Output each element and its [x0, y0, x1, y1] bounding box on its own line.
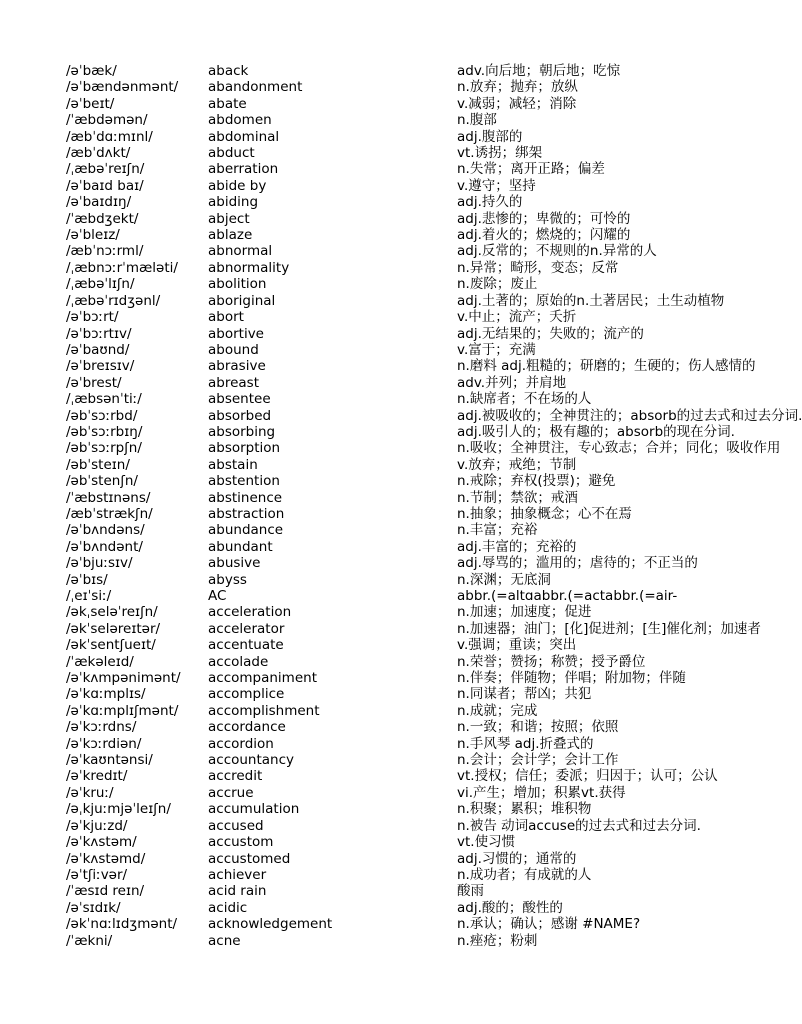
- vocabulary-row: [66, 588, 706, 604]
- vocabulary-row: [66, 604, 706, 620]
- definition-cell: n.磨料 adj.粗糙的；研磨的；生硬的；伤人感情的: [457, 358, 756, 375]
- phonetic-cell: /əˈbændənmənt/: [66, 79, 179, 96]
- phonetic-cell: /əˈkʌstəmd/: [66, 850, 146, 867]
- phonetic-cell: /əˈkɑːmplɪʃmənt/: [66, 702, 179, 719]
- vocabulary-row: [66, 63, 706, 79]
- phonetic-cell: /əˈbaɪdɪŋ/: [66, 194, 132, 211]
- word-cell: abnormality: [208, 259, 290, 276]
- vocabulary-row: [66, 670, 706, 686]
- phonetic-cell: /əbˈsɔːrbd/: [66, 407, 138, 424]
- vocabulary-row: [66, 391, 706, 407]
- word-cell: abdomen: [208, 112, 272, 129]
- word-cell: abusive: [208, 555, 261, 572]
- word-cell: accentuate: [208, 637, 284, 654]
- phonetic-cell: /æbˈdʌkt/: [66, 145, 131, 162]
- vocabulary-row: [66, 227, 706, 243]
- definition-cell: adv.并列；并肩地: [457, 374, 567, 391]
- vocabulary-row: [66, 326, 706, 342]
- vocabulary-row: [66, 243, 706, 259]
- word-cell: AC: [208, 588, 227, 604]
- word-cell: accomplice: [208, 686, 285, 703]
- vocabulary-row: [66, 342, 706, 358]
- definition-cell: v.强调；重读；突出: [457, 637, 577, 654]
- phonetic-cell: /ˌæbnɔːrˈmæləti/: [66, 259, 178, 276]
- word-cell: abiding: [208, 194, 259, 211]
- vocabulary-row: [66, 506, 706, 522]
- vocabulary-row: [66, 408, 706, 424]
- word-cell: abstinence: [208, 489, 283, 506]
- vocabulary-row: [66, 145, 706, 161]
- phonetic-cell: /əˈbaʊnd/: [66, 341, 130, 358]
- definition-cell: v.富于；充满: [457, 341, 536, 358]
- word-cell: abreast: [208, 374, 260, 391]
- word-cell: aberration: [208, 161, 279, 178]
- word-cell: accolade: [208, 653, 269, 670]
- definition-cell: n.加速器；油门；[化]促进剂；[生]催化剂；加速者: [457, 620, 761, 637]
- phonetic-cell: /æbˈdɑːmɪnl/: [66, 128, 153, 145]
- vocabulary-row: [66, 768, 706, 784]
- vocabulary-row: [66, 161, 706, 177]
- vocabulary-row: [66, 293, 706, 309]
- word-cell: abortive: [208, 325, 264, 342]
- definition-cell: adj.无结果的；失败的；流产的: [457, 325, 644, 342]
- vocabulary-row: [66, 916, 706, 932]
- vocabulary-row: [66, 834, 706, 850]
- definition-cell: n.缺席者；不在场的人: [457, 391, 592, 408]
- phonetic-cell: /əˈtʃiːvər/: [66, 866, 128, 883]
- vocabulary-row: [66, 440, 706, 456]
- vocabulary-row: [66, 621, 706, 637]
- definition-cell: adj.着火的；燃烧的；闪耀的: [457, 227, 631, 244]
- definition-cell: n.积聚；累积；堆积物: [457, 801, 592, 818]
- definition-cell: adj.丰富的；充裕的: [457, 538, 577, 555]
- phonetic-cell: /əˌkjuːmjəˈleɪʃn/: [66, 801, 171, 818]
- word-cell: abdominal: [208, 128, 280, 145]
- word-cell: acidic: [208, 899, 248, 916]
- definition-cell: n.承认；确认；感谢 #NAME?: [457, 916, 641, 933]
- vocabulary-row: [66, 194, 706, 210]
- word-cell: absorbing: [208, 423, 276, 440]
- word-cell: absorption: [208, 440, 281, 457]
- phonetic-cell: /əˈbʌndənt/: [66, 538, 143, 555]
- vocabulary-row: [66, 457, 706, 473]
- word-cell: abundant: [208, 538, 273, 555]
- definition-cell: vi.产生；增加；积累vt.获得: [457, 784, 626, 801]
- word-cell: abound: [208, 341, 259, 358]
- vocabulary-row: [66, 900, 706, 916]
- definition-cell: n.一致；和谐；按照；依照: [457, 719, 619, 736]
- phonetic-cell: /æbˈnɔːrml/: [66, 243, 144, 260]
- word-cell: accustom: [208, 834, 274, 851]
- definition-cell: n.放弃；抛弃；放纵: [457, 79, 578, 96]
- word-cell: acceleration: [208, 604, 292, 621]
- vocabulary-row: [66, 752, 706, 768]
- word-cell: achiever: [208, 866, 267, 883]
- definition-cell: adj.持久的: [457, 194, 523, 211]
- word-cell: abundance: [208, 522, 284, 539]
- word-cell: absentee: [208, 391, 271, 408]
- phonetic-cell: /ˌæbəˈrɪdʒənl/: [66, 292, 161, 309]
- definition-cell: adj.反常的；不规则的n.异常的人: [457, 243, 657, 260]
- word-cell: accordion: [208, 735, 274, 752]
- phonetic-cell: /ˌæbəˈreɪʃn/: [66, 161, 145, 178]
- definition-cell: n.伴奏；伴随物；伴唱；附加物；伴随: [457, 670, 686, 687]
- vocabulary-row: [66, 276, 706, 292]
- definition-cell: n.丰富；充裕: [457, 522, 538, 539]
- word-cell: abstention: [208, 473, 280, 490]
- definition-cell: n.节制；禁欲；戒酒: [457, 489, 578, 506]
- word-cell: accrue: [208, 784, 254, 801]
- definition-cell: n.腹部: [457, 112, 497, 129]
- definition-cell: adj.土著的；原始的n.土著居民；土生动植物: [457, 292, 725, 309]
- phonetic-cell: /əˈkʌmpənimənt/: [66, 670, 181, 687]
- definition-cell: n.被告 动词accuse的过去式和过去分词.: [457, 817, 701, 834]
- vocabulary-row: [66, 719, 706, 735]
- phonetic-cell: /ˌæbəˈlɪʃn/: [66, 276, 135, 293]
- vocabulary-row: [66, 851, 706, 867]
- word-cell: abort: [208, 309, 244, 326]
- phonetic-cell: /əˈbjuːsɪv/: [66, 555, 133, 572]
- phonetic-cell: /əˈkaʊntənsi/: [66, 752, 153, 769]
- vocabulary-row: [66, 490, 706, 506]
- phonetic-cell: /ˈæsɪd reɪn/: [66, 883, 145, 900]
- vocabulary-row: [66, 178, 706, 194]
- vocabulary-row: [66, 785, 706, 801]
- vocabulary-row: [66, 96, 706, 112]
- phonetic-cell: /əbˈstenʃn/: [66, 473, 138, 490]
- word-cell: abate: [208, 95, 247, 112]
- phonetic-cell: /əˈbɪs/: [66, 571, 108, 588]
- vocabulary-row: [66, 883, 706, 899]
- definition-cell: n.失常；离开正路；偏差: [457, 161, 605, 178]
- definition-cell: adj.吸引人的；极有趣的；absorb的现在分词.: [457, 423, 735, 440]
- definition-cell: adj.辱骂的；滥用的；虐待的；不正当的: [457, 555, 698, 572]
- word-cell: abrasive: [208, 358, 266, 375]
- phonetic-cell: /əkˌseləˈreɪʃn/: [66, 604, 158, 621]
- phonetic-cell: /ˈækni/: [66, 932, 113, 949]
- definition-cell: adj.酸的；酸性的: [457, 899, 563, 916]
- vocabulary-row: [66, 473, 706, 489]
- phonetic-cell: /əˈkredɪt/: [66, 768, 128, 785]
- phonetic-cell: /əˈbeɪt/: [66, 95, 115, 112]
- vocabulary-row: [66, 818, 706, 834]
- phonetic-cell: /æbˈstrækʃn/: [66, 505, 153, 522]
- phonetic-cell: /əbˈsteɪn/: [66, 456, 130, 473]
- phonetic-cell: /əkˈsentʃueɪt/: [66, 637, 156, 654]
- definition-cell: v.减弱；减轻；消除: [457, 95, 577, 112]
- phonetic-cell: /əˈbɔːrtɪv/: [66, 325, 132, 342]
- definition-cell: n.深渊；无底洞: [457, 571, 551, 588]
- word-cell: accumulation: [208, 801, 300, 818]
- vocabulary-row: [66, 637, 706, 653]
- word-cell: abide by: [208, 177, 267, 194]
- phonetic-cell: /əˈkɑːmplɪs/: [66, 686, 146, 703]
- phonetic-cell: /əˈbreɪsɪv/: [66, 358, 135, 375]
- definition-cell: 酸雨: [457, 883, 484, 900]
- definition-cell: adj.被吸收的；全神贯注的；absorb的过去式和过去分词.: [457, 407, 802, 424]
- vocabulary-table-body: [66, 63, 802, 949]
- phonetic-cell: /ˈæbdʒekt/: [66, 210, 139, 227]
- word-cell: acid rain: [208, 883, 267, 900]
- word-cell: abyss: [208, 571, 247, 588]
- phonetic-cell: /əˈbæk/: [66, 63, 117, 79]
- definition-cell: adj.悲惨的；卑微的；可怜的: [457, 210, 631, 227]
- vocabulary-row: [66, 424, 706, 440]
- phonetic-cell: /əˈbleɪz/: [66, 227, 120, 244]
- definition-cell: vt.授权；信任；委派；归因于；认可；公认: [457, 768, 718, 785]
- definition-cell: n.抽象；抽象概念；心不在焉: [457, 505, 632, 522]
- definition-cell: n.成功者；有成就的人: [457, 866, 592, 883]
- phonetic-cell: /əˈsɪdɪk/: [66, 899, 121, 916]
- phonetic-cell: /əˈkɔːrdns/: [66, 719, 137, 736]
- definition-cell: n.荣誉；赞扬；称赞；授予爵位: [457, 653, 646, 670]
- definition-cell: n.加速；加速度；促进: [457, 604, 592, 621]
- word-cell: abolition: [208, 276, 267, 293]
- word-cell: abduct: [208, 145, 255, 162]
- definition-cell: n.成就；完成: [457, 702, 538, 719]
- word-cell: aback: [208, 63, 249, 79]
- vocabulary-row: [66, 555, 706, 571]
- phonetic-cell: /əˈkʌstəm/: [66, 834, 137, 851]
- phonetic-cell: /əbˈsɔːrpʃn/: [66, 440, 142, 457]
- definition-cell: vt.诱拐；绑架: [457, 145, 543, 162]
- definition-cell: adj.腹部的: [457, 128, 523, 145]
- word-cell: accompaniment: [208, 670, 317, 687]
- vocabulary-row: [66, 522, 706, 538]
- definition-cell: abbr.(=altɑabbr.(=actabbr.(=air-: [457, 588, 678, 604]
- word-cell: accused: [208, 817, 264, 834]
- definition-cell: vt.使习惯: [457, 834, 516, 851]
- phonetic-cell: /ˈækəleɪd/: [66, 653, 134, 670]
- word-cell: accordance: [208, 719, 286, 736]
- vocabulary-row: [66, 654, 706, 670]
- word-cell: abandonment: [208, 79, 303, 96]
- word-cell: abstraction: [208, 505, 285, 522]
- vocabulary-row: [66, 260, 706, 276]
- vocabulary-row: [66, 867, 706, 883]
- phonetic-cell: /əˈbaɪd baɪ/: [66, 177, 144, 194]
- vocabulary-row: [66, 933, 706, 949]
- phonetic-cell: /ˌæbsənˈtiː/: [66, 391, 142, 408]
- phonetic-cell: /əˈbʌndəns/: [66, 522, 145, 539]
- phonetic-cell: /əkˈseləreɪtər/: [66, 620, 161, 637]
- phonetic-cell: /əˈbɔːrt/: [66, 309, 119, 326]
- vocabulary-row: [66, 736, 706, 752]
- word-cell: accomplishment: [208, 702, 320, 719]
- word-cell: accredit: [208, 768, 263, 785]
- definition-cell: n.异常；畸形，变态；反常: [457, 259, 619, 276]
- definition-cell: v.遵守；坚持: [457, 177, 536, 194]
- definition-cell: n.戒除；弃权(投票)；避免: [457, 473, 616, 490]
- definition-cell: adv.向后地；朝后地；吃惊: [457, 63, 621, 79]
- definition-cell: n.吸收；全神贯注，专心致志；合并；同化；吸收作用: [457, 440, 781, 457]
- phonetic-cell: /əˈbrest/: [66, 374, 122, 391]
- vocabulary-table: [66, 63, 802, 949]
- vocabulary-row: [66, 801, 706, 817]
- phonetic-cell: /ˈæbdəmən/: [66, 112, 148, 129]
- word-cell: acne: [208, 932, 241, 949]
- vocabulary-row: [66, 79, 706, 95]
- phonetic-cell: /əkˈnɑːlɪdʒmənt/: [66, 916, 178, 933]
- word-cell: accelerator: [208, 620, 285, 637]
- word-cell: abnormal: [208, 243, 273, 260]
- definition-cell: n.废除；废止: [457, 276, 538, 293]
- definition-cell: n.痤疮；粉刺: [457, 932, 538, 949]
- definition-cell: v.放弃；戒绝；节制: [457, 456, 577, 473]
- phonetic-cell: /əˈkjuːzd/: [66, 817, 128, 834]
- vocabulary-row: [66, 572, 706, 588]
- word-cell: abstain: [208, 456, 258, 473]
- definition-cell: n.会计；会计学；会计工作: [457, 752, 619, 769]
- vocabulary-row: [66, 539, 706, 555]
- definition-cell: v.中止；流产；夭折: [457, 309, 577, 326]
- word-cell: abject: [208, 210, 250, 227]
- vocabulary-row: [66, 211, 706, 227]
- vocabulary-row: [66, 686, 706, 702]
- word-cell: absorbed: [208, 407, 272, 424]
- word-cell: accustomed: [208, 850, 291, 867]
- vocabulary-row: [66, 375, 706, 391]
- vocabulary-row: [66, 309, 706, 325]
- definition-cell: n.同谋者；帮凶；共犯: [457, 686, 592, 703]
- phonetic-cell: /əˈkruː/: [66, 784, 114, 801]
- word-cell: ablaze: [208, 227, 253, 244]
- word-cell: accountancy: [208, 752, 295, 769]
- definition-cell: adj.习惯的；通常的: [457, 850, 577, 867]
- phonetic-cell: /ˌeɪˈsiː/: [66, 588, 112, 604]
- vocabulary-row: [66, 112, 706, 128]
- vocabulary-row: [66, 358, 706, 374]
- definition-cell: n.手风琴 adj.折叠式的: [457, 735, 594, 752]
- vocabulary-row: [66, 129, 706, 145]
- phonetic-cell: /ˈæbstɪnəns/: [66, 489, 151, 506]
- word-cell: aboriginal: [208, 292, 276, 309]
- word-cell: acknowledgement: [208, 916, 333, 933]
- phonetic-cell: /əˈkɔːrdiən/: [66, 735, 142, 752]
- vocabulary-row: [66, 703, 706, 719]
- phonetic-cell: /əbˈsɔːrbɪŋ/: [66, 423, 143, 440]
